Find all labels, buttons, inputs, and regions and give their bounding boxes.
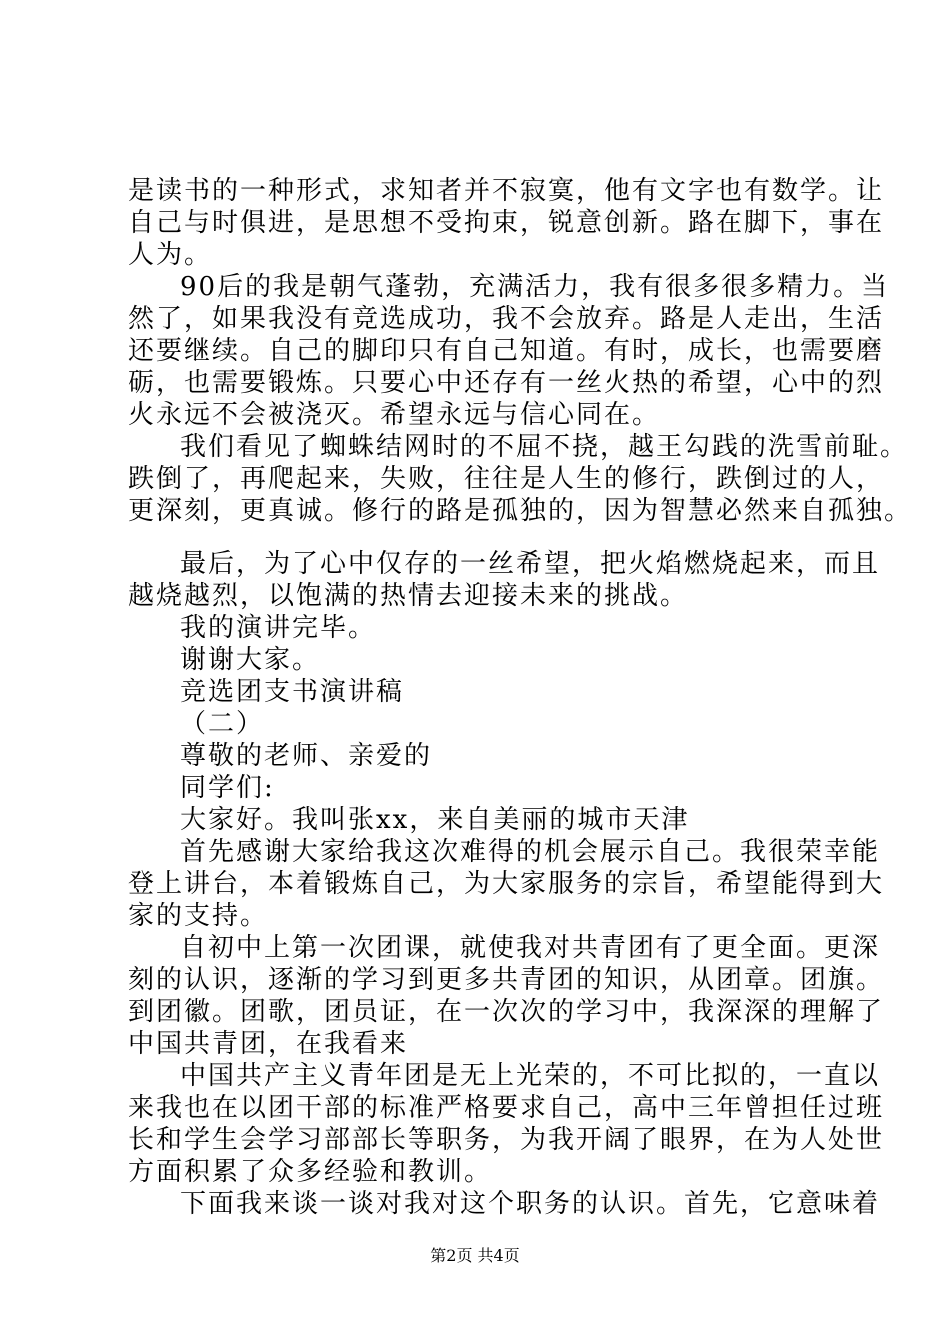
text-line: 更深刻，更真诚。修行的路是孤独的，因为智慧必然来自孤独。 [128, 496, 913, 526]
text-line: 首先感谢大家给我这次难得的机会展示自己。我很荣幸能 [180, 837, 881, 867]
text-line: 方面积累了众多经验和教训。 [128, 1157, 493, 1187]
text-line: 下面我来谈一谈对我对这个职务的认识。首先，它意味着 [180, 1189, 881, 1219]
text-line: 越烧越烈，以饱满的热情去迎接未来的挑战。 [128, 581, 689, 611]
text-line: 自初中上第一次团课，就使我对共青团有了更全面。更深 [180, 933, 881, 963]
text-line: 中国共青团，在我看来 [128, 1029, 409, 1059]
text-line: 砺，也需要锻炼。只要心中还存有一丝火热的希望，心中的烈 [128, 368, 885, 398]
text-line: 来我也在以团干部的标准严格要求自己，高中三年曾担任过班 [128, 1093, 885, 1123]
text-line: 我们看见了蜘蛛结网时的不屈不挠，越王勾践的洗雪前耻。 [180, 432, 909, 462]
text-line: （二） [180, 709, 265, 739]
text-line: 跌倒了，再爬起来，失败，往往是人生的修行，跌倒过的人， [128, 464, 885, 494]
text-line: 谢谢大家。 [180, 645, 321, 675]
text-line: 然了，如果我没有竞选成功，我不会放弃。路是人走出，生活 [128, 304, 885, 334]
text-line: 中国共产主义青年团是无上光荣的，不可比拟的，一直以 [180, 1061, 881, 1091]
text-line: 人为。 [128, 240, 213, 270]
text-line: 刻的认识，逐渐的学习到更多共青团的知识，从团章。团旗。 [128, 965, 885, 995]
text-line: 家的支持。 [128, 901, 269, 931]
text-line: 还要继续。自己的脚印只有自己知道。有时，成长，也需要磨 [128, 336, 885, 366]
text-line: 自己与时俱进，是思想不受拘束，锐意创新。路在脚下，事在 [128, 208, 885, 238]
page-number-footer: 第2页 共4页 [430, 1246, 520, 1265]
text-line: 90后的我是朝气蓬勃，充满活力，我有很多很多精力。当 [180, 272, 890, 302]
text-line: 竞选团支书演讲稿 [180, 677, 405, 707]
text-line: 登上讲台，本着锻炼自己，为大家服务的宗旨，希望能得到大 [128, 869, 885, 899]
text-line: 我的演讲完毕。 [180, 613, 377, 643]
text-line: 同学们: [180, 773, 275, 803]
text-line: 到团徽。团歌，团员证，在一次次的学习中，我深深的理解了 [128, 997, 885, 1027]
text-line: 长和学生会学习部部长等职务，为我开阔了眼界，在为人处世 [128, 1125, 885, 1155]
text-line: 是读书的一种形式，求知者并不寂寞，他有文字也有数学。让 [128, 176, 885, 206]
text-line: 最后，为了心中仅存的一丝希望，把火焰燃烧起来，而且 [180, 549, 881, 579]
text-line: 大家好。我叫张xx，来自美丽的城市天津 [180, 805, 690, 835]
text-line: 火永远不会被浇灭。希望永远与信心同在。 [128, 400, 661, 430]
text-line: 尊敬的老师、亲爱的 [180, 741, 433, 771]
